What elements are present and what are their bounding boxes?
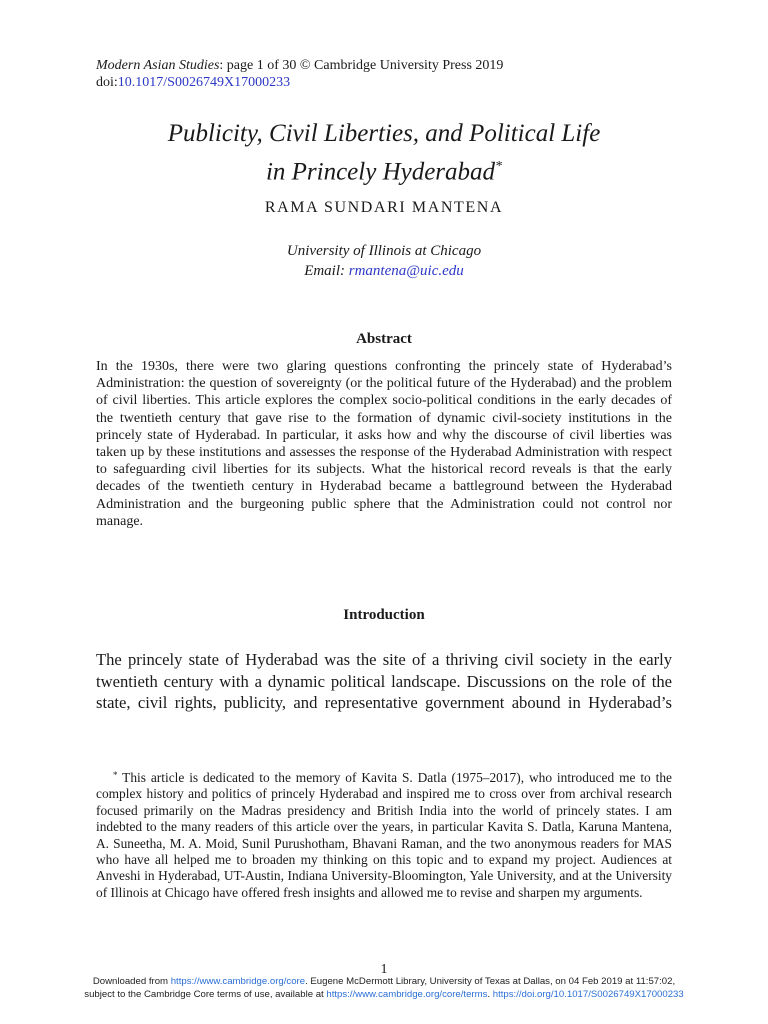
terms-separator: .	[487, 989, 493, 1000]
terms-link[interactable]: https://www.cambridge.org/core/terms	[326, 989, 488, 1000]
author-name: RAMA SUNDARI MANTENA	[264, 199, 504, 216]
introduction-heading: Introduction	[343, 607, 425, 623]
download-line-2	[0, 988, 768, 1001]
footnote	[96, 767, 672, 901]
doi-url-link[interactable]: https://doi.org/10.1017/S0026749X17000233	[492, 989, 684, 1000]
title-line-1: Publicity, Civil Liberties, and Political Life	[167, 120, 601, 147]
page-number: 1	[380, 962, 388, 977]
download-prefix: Downloaded from	[92, 976, 171, 987]
abstract-heading: Abstract	[356, 331, 412, 347]
email-line	[96, 261, 672, 281]
footnote-text: This article is dedicated to the memory of Kavita S. Datla (1975–2017), who introduced me to the complex history and politics of princely Hyderabad and inspired me to cross over from archival research focused primarily on the Madras presidency and British India into the world of princely states. I am indebted to the many readers of this article over the years, in particular Kavita S. Datla, Karuna Mantena, A. Suneetha, M. A. Moid, Sunil Purushotham, Bhavani Raman, and the two anonymous readers for MAS who have all helped me to broaden my thinking on this topic and to expand my project. Audiences at Anveshi in Hyderabad, UT-Austin, Indiana University-Bloomington, Yale University, and at the University of Illinois at Chicago have offered fresh insights and allowed me to revise and sharpen my arguments.	[96, 770, 672, 900]
journal-header	[96, 57, 503, 91]
title-line-2-text: in Princely Hyderabad	[265, 158, 496, 186]
download-suffix: . Eugene McDermott Library, University of Texas at Dallas, on 04 Feb 2019 at 11:57:02,	[305, 976, 676, 987]
author-affiliation-block	[96, 241, 672, 281]
article-title	[96, 117, 672, 188]
cambridge-core-link[interactable]: https://www.cambridge.org/core	[170, 976, 306, 987]
title-footnote-marker[interactable]: *	[495, 159, 503, 174]
journal-citation-line	[96, 57, 503, 74]
download-notice	[0, 975, 768, 1001]
introduction-text: The princely state of Hyderabad was the site of a thriving civil society in the early twentieth century with a dynamic political landscape. Discussions on the role of the state, civil rights, publicity, and representative government abound in Hyderabad’s	[96, 650, 672, 713]
doi-prefix: doi:	[96, 75, 118, 90]
affiliation: University of Illinois at Chicago	[286, 243, 482, 259]
download-line-1	[0, 975, 768, 988]
title-line-2	[96, 150, 672, 188]
email-label: Email:	[304, 263, 349, 279]
abstract-text: In the 1930s, there were two glaring questions confronting the princely state of Hyderabad’s Administration: the question of sovereignty (or the political future of the Hyderabad) and the problem of civil liberties. This article explores the complex socio-political conditions in the early decades of the twentieth century that gave rise to the formation of dynamic civil-society institutions in the princely state of Hyderabad. In particular, it asks how and why the discourse of civil liberties was taken up by these institutions and assesses the response of the Hyderabad Administration with respect to safeguarding civil liberties for its subjects. What the historical record reveals is that the early decades of the twentieth century in Hyderabad became a battleground between the Hyderabad Administration and the burgeoning public sphere that the Administration could not control nor manage.	[96, 359, 672, 529]
journal-page-info: : page 1 of 30 © Cambridge University Press 2019	[219, 58, 504, 73]
footnote-marker: *	[113, 770, 118, 780]
terms-prefix: subject to the Cambridge Core terms of use, available at	[84, 989, 327, 1000]
journal-name: Modern Asian Studies	[96, 58, 220, 73]
doi-link[interactable]: 10.1017/S0026749X17000233	[117, 75, 291, 90]
email-link[interactable]: rmantena@uic.edu	[348, 263, 464, 279]
doi-line	[96, 74, 503, 91]
